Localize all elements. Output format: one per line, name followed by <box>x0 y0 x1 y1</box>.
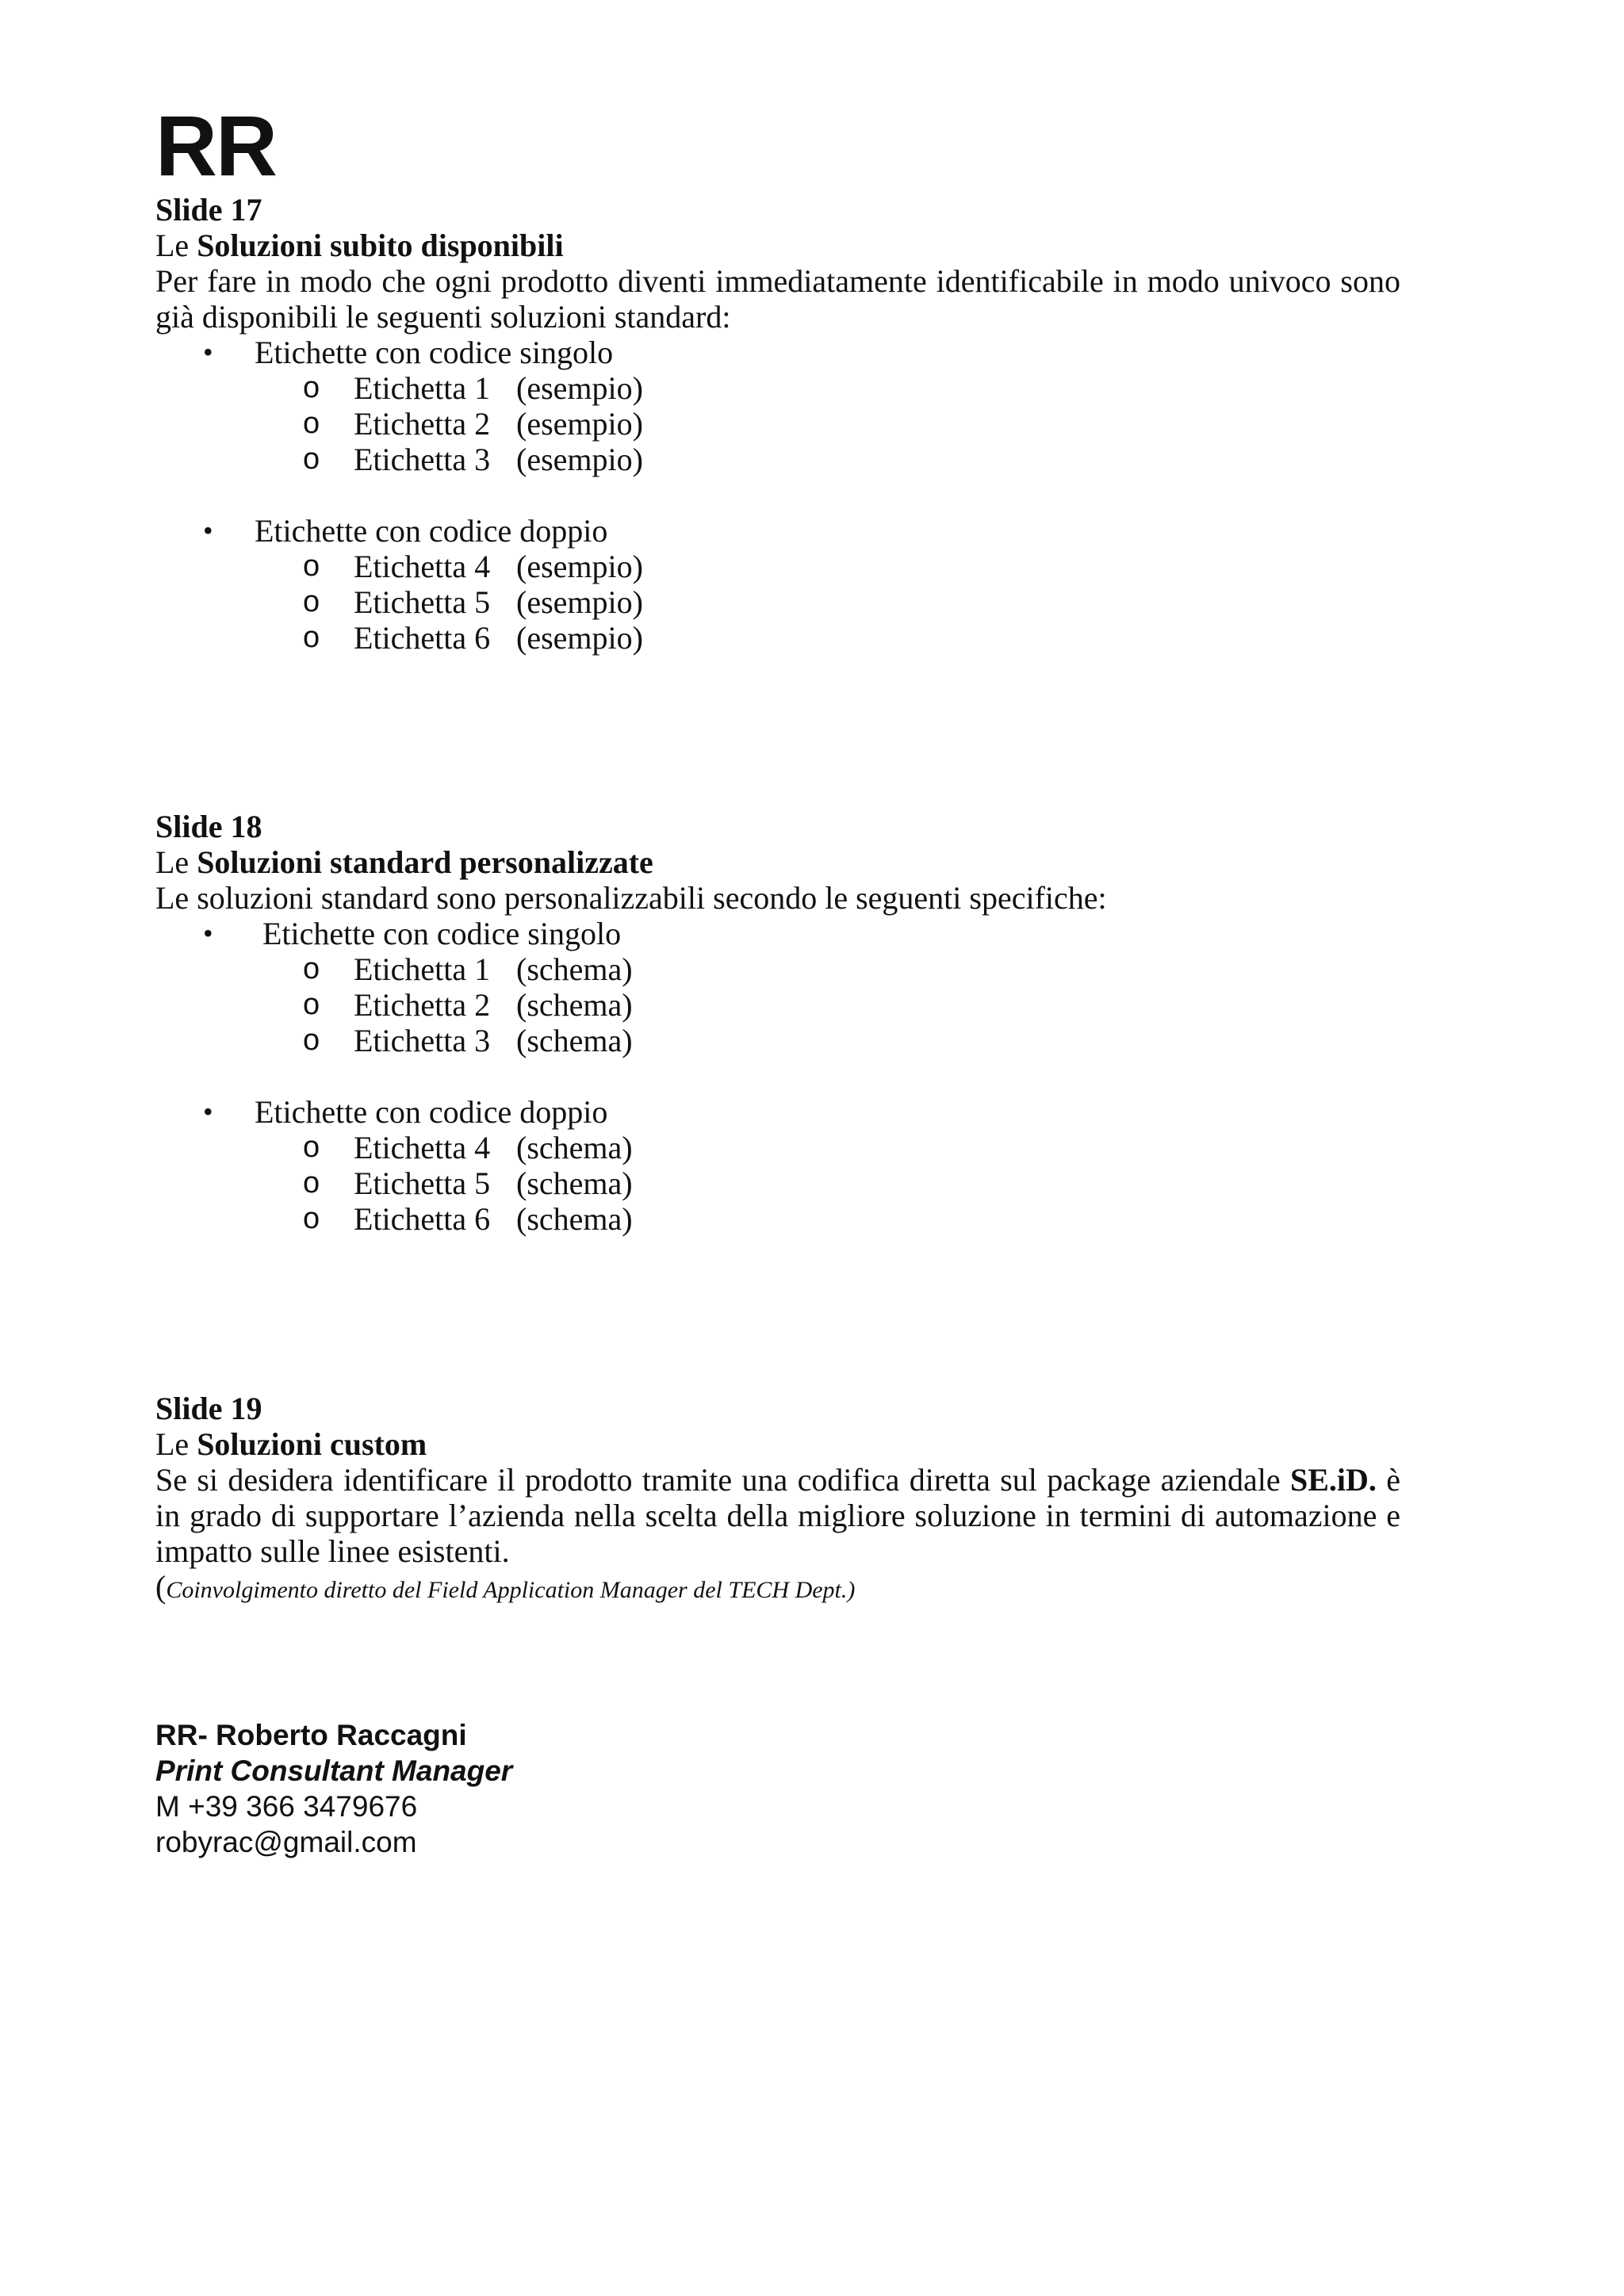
sub-item <box>155 370 1400 406</box>
sub-marker: o <box>303 621 320 654</box>
sub-note: (schema) <box>516 951 633 987</box>
brand-name: SE.iD. <box>1289 1462 1377 1498</box>
bullet-item <box>155 1094 1400 1130</box>
sub-marker: o <box>303 1202 320 1235</box>
sub-note: (esempio) <box>516 442 643 477</box>
spacer <box>155 1058 1400 1094</box>
sub-label: Etichetta 5 <box>354 1165 491 1201</box>
bullet-label: Etichette con codice singolo <box>262 916 622 951</box>
note-open-paren: ( <box>155 1569 167 1605</box>
title-bold: Soluzioni custom <box>197 1426 427 1462</box>
bullet-item <box>155 513 1400 549</box>
signature-role: Print Consultant Manager <box>155 1755 513 1787</box>
sub-item <box>155 549 1400 584</box>
sub-note: (esempio) <box>516 370 643 406</box>
sub-marker: o <box>303 1131 320 1164</box>
sub-label: Etichetta 4 <box>354 1130 491 1165</box>
title-prefix: Le <box>155 844 190 880</box>
sub-item <box>155 620 1400 656</box>
sub-item <box>155 987 1400 1023</box>
sub-note: (schema) <box>516 987 633 1023</box>
sub-label: Etichetta 1 <box>354 370 491 406</box>
sub-marker: o <box>303 407 320 440</box>
sub-item <box>155 1023 1400 1058</box>
slide-label: Slide 18 <box>155 809 262 844</box>
sub-item <box>155 951 1400 987</box>
sub-marker: o <box>303 585 320 618</box>
sub-marker: o <box>303 549 320 583</box>
note-text: Coinvolgimento diretto del Field Application Manager del TECH Dept.) <box>166 1577 856 1603</box>
bullet-label: Etichette con codice doppio <box>255 1094 608 1130</box>
bullet-marker: • <box>203 336 213 368</box>
title-prefix: Le <box>155 1426 190 1462</box>
slide-18-section <box>155 809 1400 1237</box>
title-bold: Soluzioni subito disponibili <box>197 228 564 263</box>
section-title <box>155 844 1400 880</box>
sub-note: (schema) <box>516 1130 633 1165</box>
sub-note: (esempio) <box>516 406 643 442</box>
sub-marker: o <box>303 952 320 985</box>
sub-marker: o <box>303 371 320 404</box>
bullet-label: Etichette con codice doppio <box>255 513 608 549</box>
body-part-2: è in grado di supportare l’azienda nella scelta della migliore soluzione in termini di automazione e impatto sulle linee esistenti. <box>155 1462 1401 1569</box>
body-part-1: Se si desidera identificare il prodotto tramite una codifica diretta sul package aziendale <box>155 1462 1281 1498</box>
signature-email: robyrac@gmail.com <box>155 1826 417 1858</box>
sub-item <box>155 1130 1400 1165</box>
sub-item <box>155 584 1400 620</box>
signature-block <box>155 1717 512 1860</box>
signature-name: RR- Roberto Raccagni <box>155 1719 467 1751</box>
bullet-item <box>155 916 1400 951</box>
sub-note: (schema) <box>516 1023 633 1058</box>
sub-item <box>155 406 1400 442</box>
sub-item <box>155 442 1400 477</box>
bullet-marker: • <box>203 515 213 546</box>
sub-item <box>155 1165 1400 1201</box>
slide-label: Slide 19 <box>155 1391 262 1426</box>
sub-marker: o <box>303 1024 320 1057</box>
title-prefix: Le <box>155 228 190 263</box>
section-note <box>155 1569 1400 1608</box>
sub-item <box>155 1201 1400 1237</box>
slide-label: Slide 17 <box>155 192 262 228</box>
sub-label: Etichetta 2 <box>354 406 491 442</box>
bullet-item <box>155 335 1400 370</box>
sub-label: Etichetta 6 <box>354 620 491 656</box>
sub-marker: o <box>303 1166 320 1200</box>
sub-label: Etichetta 4 <box>354 549 491 584</box>
sub-label: Etichetta 2 <box>354 987 491 1023</box>
sub-note: (esempio) <box>516 584 643 620</box>
sub-marker: o <box>303 442 320 476</box>
sub-note: (esempio) <box>516 549 643 584</box>
logo-text: RR <box>155 98 276 193</box>
section-title <box>155 228 1400 263</box>
sub-label: Etichetta 6 <box>354 1201 491 1237</box>
sub-label: Etichetta 5 <box>354 584 491 620</box>
sub-marker: o <box>303 988 320 1021</box>
title-bold: Soluzioni standard personalizzate <box>197 844 653 880</box>
sub-note: (esempio) <box>516 620 643 656</box>
sub-note: (schema) <box>516 1165 633 1201</box>
sub-label: Etichetta 1 <box>354 951 491 987</box>
slide-17-section <box>155 192 1400 656</box>
section-body <box>155 1462 1400 1569</box>
section-intro: Per fare in modo che ogni prodotto diventi immediatamente identificabile in modo univoco sono già disponibili le seguenti soluzioni standard: <box>155 263 1400 335</box>
bullet-marker: • <box>203 917 213 949</box>
sub-note: (schema) <box>516 1201 633 1237</box>
signature-phone: M +39 366 3479676 <box>155 1790 418 1823</box>
bullet-label: Etichette con codice singolo <box>255 335 614 370</box>
spacer <box>155 477 1400 513</box>
sub-label: Etichetta 3 <box>354 1023 491 1058</box>
slide-19-section <box>155 1391 1400 1608</box>
section-intro: Le soluzioni standard sono personalizzabili secondo le seguenti specifiche: <box>155 880 1107 916</box>
sub-label: Etichetta 3 <box>354 442 491 477</box>
bullet-marker: • <box>203 1096 213 1127</box>
section-title <box>155 1426 1400 1462</box>
